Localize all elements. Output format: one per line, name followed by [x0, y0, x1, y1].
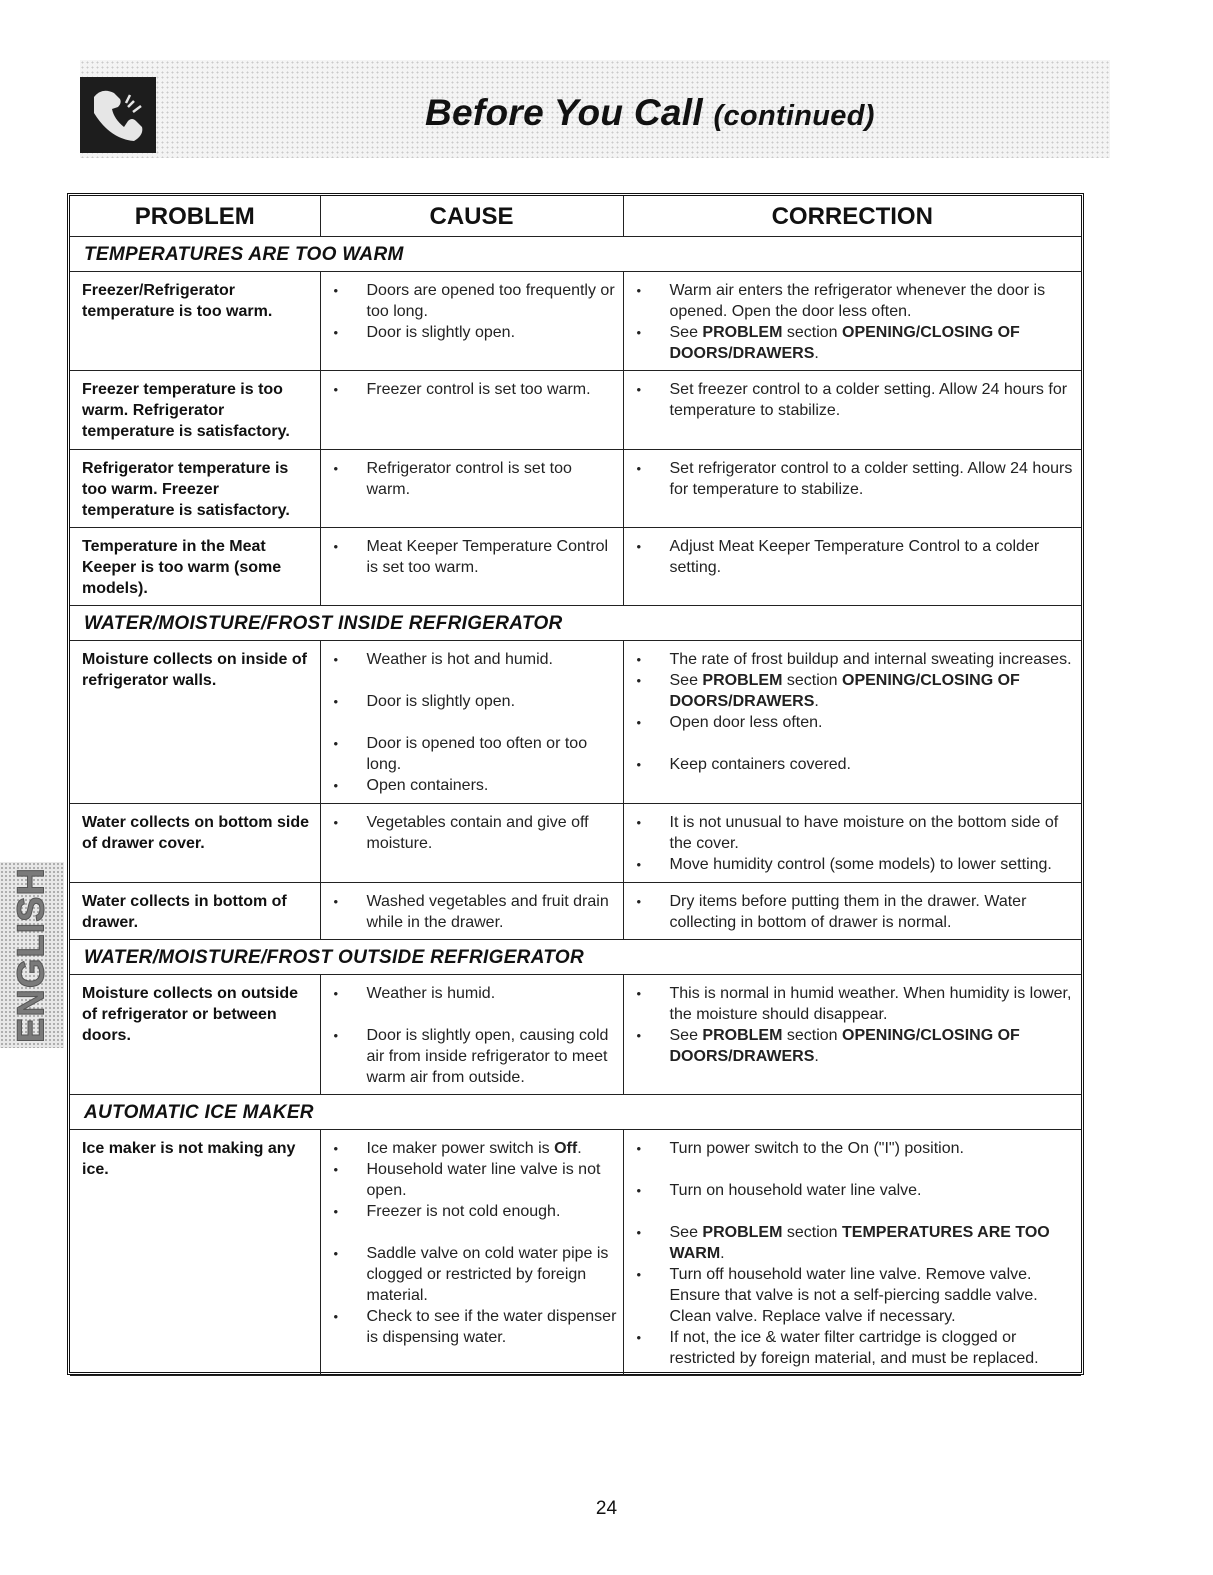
- list-item: • Door is slightly open.: [321, 322, 617, 343]
- list-item: • Dry items before putting them in the drawer. Water collecting in bottom of drawer is normal.: [624, 891, 1076, 933]
- table-row: [70, 450, 1081, 528]
- phone-icon: [80, 77, 156, 153]
- column-header-problem: PROBLEM: [70, 196, 320, 237]
- problem-cell: Freezer temperature is too warm. Refrigerator temperature is satisfactory.: [70, 371, 320, 450]
- list-item: • Set freezer control to a colder setting. Allow 24 hours for temperature to stabilize.: [624, 379, 1076, 421]
- section-heading: WATER/MOISTURE/FROST OUTSIDE REFRIGERATOR: [70, 940, 1081, 975]
- list-item: • Check to see if the water dispenser is dispensing water.: [321, 1306, 617, 1348]
- table-row: [70, 975, 1081, 1095]
- list-item: • Saddle valve on cold water pipe is clogged or restricted by foreign material.: [321, 1243, 617, 1306]
- table-row: [70, 272, 1081, 371]
- list-item: • Weather is hot and humid.: [321, 649, 617, 670]
- section-heading: TEMPERATURES ARE TOO WARM: [70, 237, 1081, 272]
- list-item: • See PROBLEM section OPENING/CLOSING OF DOORS/DRAWERS.: [624, 322, 1076, 364]
- list-item: • The rate of frost buildup and internal sweating increases.: [624, 649, 1076, 670]
- list-item: • Set refrigerator control to a colder setting. Allow 24 hours for temperature to stabilize.: [624, 458, 1076, 500]
- cause-cell: [320, 883, 623, 940]
- page-title: Before You Call (continued): [425, 92, 875, 133]
- list-item: • If not, the ice & water filter cartridge is clogged or restricted by foreign material, and must be replaced.: [624, 1327, 1076, 1369]
- problem-cell: Moisture collects on outside of refrigerator or between doors.: [70, 975, 320, 1095]
- column-header-cause: CAUSE: [320, 196, 623, 237]
- correction-cell: [623, 883, 1081, 940]
- cause-cell: [320, 272, 623, 371]
- list-item: • Door is opened too often or too long.: [321, 733, 617, 775]
- table-header: [70, 196, 1081, 237]
- table-row: [70, 528, 1081, 606]
- list-item: • Weather is humid.: [321, 983, 617, 1004]
- list-item: • Household water line valve is not open.: [321, 1159, 617, 1201]
- cause-cell: [320, 975, 623, 1095]
- list-item: • Refrigerator control is set too warm.: [321, 458, 617, 500]
- problem-cell: Moisture collects on inside of refrigerator walls.: [70, 641, 320, 804]
- language-tab-label: ENGLISH: [10, 867, 53, 1043]
- table-row: [70, 1130, 1081, 1376]
- list-item: • Adjust Meat Keeper Temperature Control to a colder setting.: [624, 536, 1076, 578]
- list-item: • Door is slightly open.: [321, 691, 617, 712]
- list-item: • Door is slightly open, causing cold air from inside refrigerator to meet warm air from outside.: [321, 1025, 617, 1088]
- cause-cell: [320, 641, 623, 804]
- problem-cell: Freezer/Refrigerator temperature is too warm.: [70, 272, 320, 371]
- list-item: • Turn power switch to the On ("I") position.: [624, 1138, 1076, 1159]
- list-item: • Open door less often.: [624, 712, 1076, 733]
- cause-cell: [320, 371, 623, 450]
- correction-cell: [623, 1130, 1081, 1376]
- list-item: • It is not unusual to have moisture on the bottom side of the cover.: [624, 812, 1076, 854]
- problem-cell: Refrigerator temperature is too warm. Freezer temperature is satisfactory.: [70, 450, 320, 528]
- problem-cell: Water collects in bottom of drawer.: [70, 883, 320, 940]
- correction-cell: [623, 804, 1081, 883]
- list-item: • Turn on household water line valve.: [624, 1180, 1076, 1201]
- table-row: [70, 641, 1081, 804]
- correction-cell: [623, 272, 1081, 371]
- list-item: • Ice maker power switch is Off.: [321, 1138, 617, 1159]
- cause-cell: [320, 804, 623, 883]
- correction-cell: [623, 528, 1081, 606]
- list-item: • Move humidity control (some models) to lower setting.: [624, 854, 1076, 875]
- list-item: • Freezer is not cold enough.: [321, 1201, 617, 1222]
- list-item: • Vegetables contain and give off moisture.: [321, 812, 617, 854]
- list-item: • See PROBLEM section OPENING/CLOSING OF DOORS/DRAWERS.: [624, 1025, 1076, 1067]
- list-item: • Warm air enters the refrigerator whenever the door is opened. Open the door less often.: [624, 280, 1076, 322]
- table-row: [70, 804, 1081, 883]
- column-header-correction: CORRECTION: [623, 196, 1081, 237]
- correction-cell: [623, 450, 1081, 528]
- list-item: • Keep containers covered.: [624, 754, 1076, 775]
- table-row: [70, 883, 1081, 940]
- list-item: • Turn off household water line valve. Remove valve. Ensure that valve is not a self-piercing saddle valve. Clean valve. Replace valve if necessary.: [624, 1264, 1076, 1327]
- list-item: • See PROBLEM section OPENING/CLOSING OF DOORS/DRAWERS.: [624, 670, 1076, 712]
- cause-cell: [320, 528, 623, 606]
- cause-cell: [320, 1130, 623, 1376]
- correction-cell: [623, 371, 1081, 450]
- list-item: • Freezer control is set too warm.: [321, 379, 617, 400]
- correction-cell: [623, 641, 1081, 804]
- correction-cell: [623, 975, 1081, 1095]
- list-item: • Washed vegetables and fruit drain while in the drawer.: [321, 891, 617, 933]
- list-item: • See PROBLEM section TEMPERATURES ARE TOO WARM.: [624, 1222, 1076, 1264]
- table-row: [70, 371, 1081, 450]
- section-heading: WATER/MOISTURE/FROST INSIDE REFRIGERATOR: [70, 606, 1081, 641]
- list-item: • Meat Keeper Temperature Control is set too warm.: [321, 536, 617, 578]
- problem-cell: Ice maker is not making any ice.: [70, 1130, 320, 1376]
- page-number: 24: [595, 1498, 618, 1519]
- problem-cell: Water collects on bottom side of drawer cover.: [70, 804, 320, 883]
- list-item: • This is normal in humid weather. When humidity is lower, the moisture should disappear.: [624, 983, 1076, 1025]
- cause-cell: [320, 450, 623, 528]
- list-item: • Doors are opened too frequently or too long.: [321, 280, 617, 322]
- problem-cell: Temperature in the Meat Keeper is too warm (some models).: [70, 528, 320, 606]
- section-heading: AUTOMATIC ICE MAKER: [70, 1095, 1081, 1130]
- list-item: • Open containers.: [321, 775, 617, 796]
- troubleshooting-table: [67, 193, 1084, 1375]
